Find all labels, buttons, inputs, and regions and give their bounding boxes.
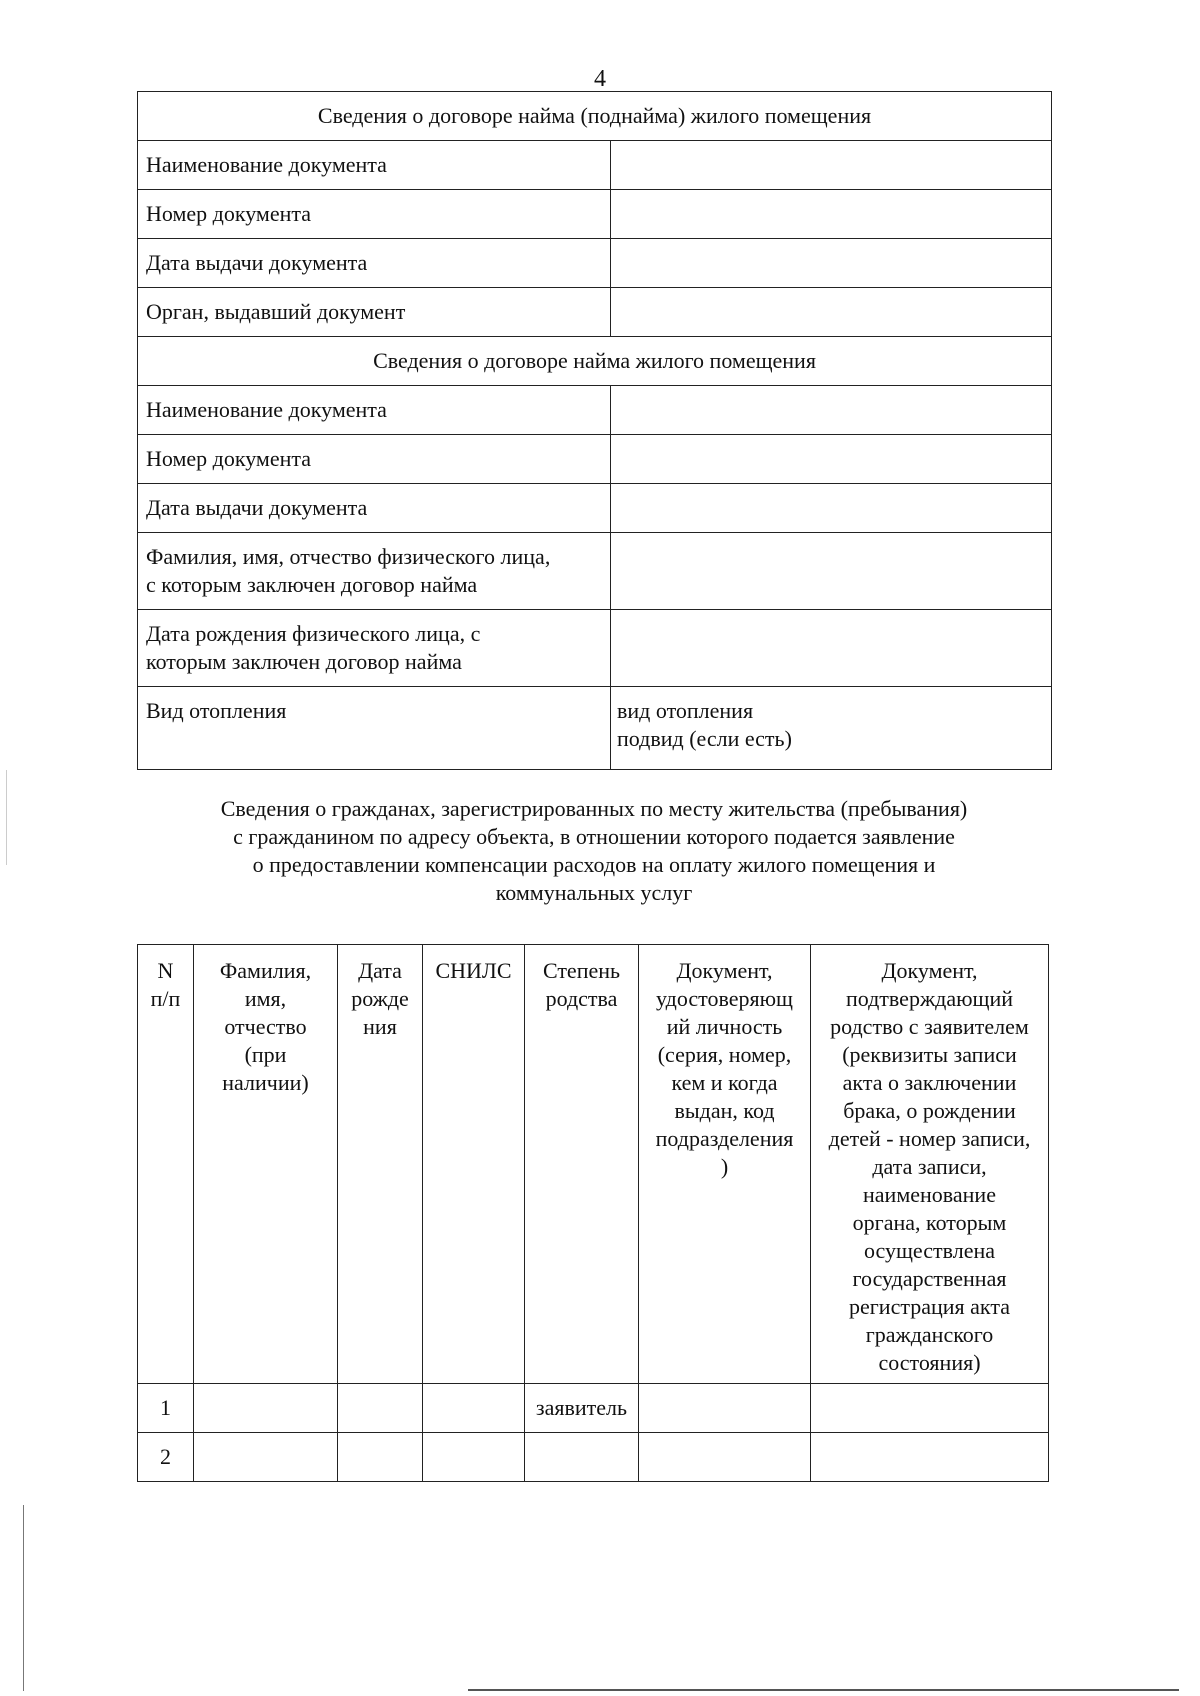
header-relation [525, 945, 639, 1384]
header-kinship-document-line: брака, о рождении [843, 1098, 1016, 1123]
header-snils [423, 945, 525, 1384]
heating-type-label: Вид отопления [138, 687, 611, 770]
header-kinship-document [811, 945, 1049, 1384]
header-birth-date-line: рожде [351, 986, 409, 1011]
tenant-full-name-label [138, 533, 611, 610]
header-id-document [639, 945, 811, 1384]
section-heading-row [138, 337, 1052, 386]
document-number-value[interactable] [611, 190, 1052, 239]
document-name-value[interactable] [611, 141, 1052, 190]
tenant-birth-date-label-line2: которым заключен договор найма [146, 649, 462, 674]
tenant-full-name-label-line1: Фамилия, имя, отчество физического лица, [146, 544, 551, 569]
citizens-section-title-line4: коммунальных услуг [495, 880, 693, 905]
table-row [138, 1384, 1049, 1433]
header-kinship-document-line: подтверждающий [845, 986, 1014, 1011]
header-kinship-document-line: государственная [852, 1266, 1007, 1291]
heating-type-value[interactable] [611, 687, 1052, 770]
table-row [138, 533, 1052, 610]
header-kinship-document-line: дата записи, [872, 1154, 987, 1179]
scan-edge-line [23, 1505, 24, 1691]
header-snils-line: СНИЛС [435, 958, 512, 983]
kinship-document-cell[interactable] [811, 1433, 1049, 1482]
header-kinship-document-line: состояния) [878, 1350, 981, 1375]
header-kinship-document-line: органа, которым [852, 1210, 1007, 1235]
header-full-name-line: имя, [244, 986, 287, 1011]
header-number-line: п/п [150, 986, 181, 1011]
header-kinship-document-line: акта о заключении [842, 1070, 1017, 1095]
citizens-section-title-line3: о предоставлении компенсации расходов на оплату жилого помещения и [252, 852, 936, 877]
header-full-name [194, 945, 338, 1384]
header-full-name-line: наличии) [222, 1070, 309, 1095]
header-relation-line: родства [545, 986, 618, 1011]
header-id-document-line: Документ, [676, 958, 773, 983]
scan-edge-line [468, 1689, 1179, 1691]
header-kinship-document-line: (реквизиты записи [842, 1042, 1017, 1067]
header-id-document-line: удостоверяющ [656, 986, 793, 1011]
issue-date-label: Дата выдачи документа [138, 239, 611, 288]
scan-edge-mark [6, 770, 7, 865]
header-kinship-document-line: детей - номер записи, [828, 1126, 1031, 1151]
birth-date-cell[interactable] [338, 1384, 423, 1433]
table-row [138, 239, 1052, 288]
issue-date-value[interactable] [611, 239, 1052, 288]
header-id-document-line: выдан, код [674, 1098, 775, 1123]
header-birth-date [338, 945, 423, 1384]
table-row [138, 1433, 1049, 1482]
header-full-name-line: Фамилия, [219, 958, 312, 983]
rental-agreement-table [137, 91, 1052, 770]
table-row [138, 484, 1052, 533]
table-row [138, 610, 1052, 687]
birth-date-cell[interactable] [338, 1433, 423, 1482]
table-row [138, 386, 1052, 435]
issue-date-label: Дата выдачи документа [138, 484, 611, 533]
header-kinship-document-line: родство с заявителем [830, 1014, 1029, 1039]
citizens-section-title [137, 795, 1051, 907]
tenant-birth-date-label-line1: Дата рождения физического лица, с [146, 621, 481, 646]
page-number: 4 [594, 66, 606, 92]
tenant-full-name-label-line2: с которым заключен договор найма [146, 572, 478, 597]
table-row [138, 687, 1052, 770]
id-document-cell[interactable] [639, 1384, 811, 1433]
citizens-section-title-line1: Сведения о гражданах, зарегистрированных по месту жительства (пребывания) [220, 796, 968, 821]
table-row [138, 141, 1052, 190]
sublease-agreement-heading: Сведения о договоре найма (поднайма) жилого помещения [138, 92, 1052, 141]
citizens-section-title-line2: с гражданином по адресу объекта, в отношении которого подается заявление [233, 824, 955, 849]
header-id-document-line: кем и когда [671, 1070, 778, 1095]
header-kinship-document-line: Документ, [881, 958, 978, 983]
relation-cell[interactable] [525, 1433, 639, 1482]
issue-date-value[interactable] [611, 484, 1052, 533]
header-kinship-document-line: осуществлена [863, 1238, 996, 1263]
snils-cell[interactable] [423, 1384, 525, 1433]
header-id-document-line: подразделения [655, 1126, 794, 1151]
header-full-name-line: (при [244, 1042, 287, 1067]
header-id-document-line: (серия, номер, [657, 1042, 792, 1067]
heating-type-line: вид отопления [617, 698, 754, 723]
document-number-label: Номер документа [138, 435, 611, 484]
tenant-birth-date-label [138, 610, 611, 687]
snils-cell[interactable] [423, 1433, 525, 1482]
issuing-authority-label: Орган, выдавший документ [138, 288, 611, 337]
document-number-label: Номер документа [138, 190, 611, 239]
header-number [138, 945, 194, 1384]
relation-cell[interactable]: заявитель [525, 1384, 639, 1433]
header-full-name-line: отчество [224, 1014, 307, 1039]
id-document-cell[interactable] [639, 1433, 811, 1482]
tenant-birth-date-value[interactable] [611, 610, 1052, 687]
row-number-cell: 1 [138, 1384, 194, 1433]
document-name-label: Наименование документа [138, 141, 611, 190]
header-id-document-line: ий личность [666, 1014, 783, 1039]
header-kinship-document-line: регистрация акта [849, 1294, 1010, 1319]
header-kinship-document-line: гражданского [865, 1322, 994, 1347]
header-relation-line: Степень [542, 958, 621, 983]
header-birth-date-line: ния [363, 1014, 397, 1039]
heating-subtype-line: подвид (если есть) [617, 726, 792, 751]
header-number-line: N [157, 958, 174, 983]
row-number-cell: 2 [138, 1433, 194, 1482]
section-heading-row [138, 92, 1052, 141]
document-number-value[interactable] [611, 435, 1052, 484]
table-header-row [138, 945, 1049, 1384]
header-birth-date-line: Дата [358, 958, 402, 983]
document-name-value[interactable] [611, 386, 1052, 435]
rental-agreement-heading: Сведения о договоре найма жилого помещения [138, 337, 1052, 386]
table-row [138, 190, 1052, 239]
header-id-document-line: ) [720, 1154, 729, 1179]
kinship-document-cell[interactable] [811, 1384, 1049, 1433]
table-row [138, 288, 1052, 337]
header-kinship-document-line: наименование [863, 1182, 996, 1207]
document-name-label: Наименование документа [138, 386, 611, 435]
full-name-cell[interactable] [194, 1433, 338, 1482]
registered-citizens-table [137, 944, 1049, 1482]
tenant-full-name-value[interactable] [611, 533, 1052, 610]
table-row [138, 435, 1052, 484]
issuing-authority-value[interactable] [611, 288, 1052, 337]
full-name-cell[interactable] [194, 1384, 338, 1433]
